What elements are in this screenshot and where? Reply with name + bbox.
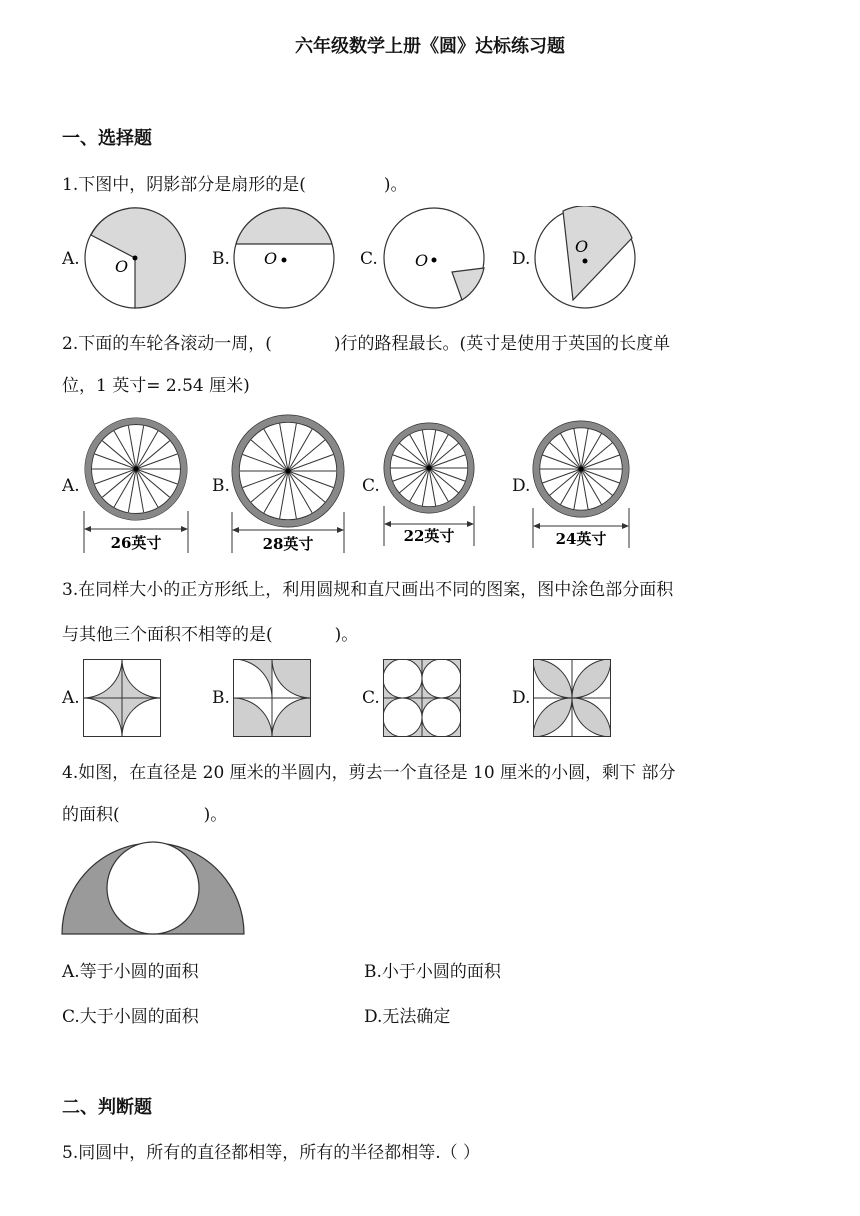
q3-figure-c — [383, 659, 461, 737]
wheel-hub — [134, 467, 139, 472]
question-2-text: 2.下面的车轮各滚动一周，( — [62, 334, 272, 354]
question-2-text-end: )行的路程最长。(英寸是使用于英国的长度单 — [333, 334, 671, 354]
page-title: 六年级数学上册《圆》达标练习题 — [295, 36, 565, 57]
section-heading-judgement: 二、判断题 — [62, 1097, 152, 1118]
question-1-text: 1.下图中，阴影部分是扇形的是( — [62, 175, 306, 195]
question-3-line-1: 3.在同样大小的正方形纸上，利用圆规和直尺画出不同的图案，图中涂色部分面积 — [62, 580, 674, 600]
wheel-hub — [579, 467, 584, 472]
center-o-label: O — [575, 237, 589, 256]
q2-wheel-b — [229, 412, 347, 555]
q2-wheel-d — [530, 418, 632, 552]
wheel-size-label: 28英寸 — [262, 535, 314, 553]
center-o-label: O — [115, 257, 129, 276]
q2-option-d-label: D. — [512, 476, 531, 496]
q3-option-a-label: A. — [62, 688, 80, 708]
question-3-text: 与其他三个面积不相等的是( — [62, 625, 273, 645]
q4-choice-b: B.小于小圆的面积 — [364, 962, 501, 982]
q1-option-b-label: B. — [212, 249, 230, 269]
question-2-line-2: 位，1 英寸= 2.54 厘米) — [62, 376, 250, 396]
wheel-hub — [286, 469, 291, 474]
wheel-hub — [427, 466, 432, 471]
q1-figure-d — [533, 206, 637, 310]
q1-option-a-label: A. — [62, 249, 80, 269]
q4-choice-c: C.大于小圆的面积 — [62, 1007, 199, 1027]
question-5-stem: 5.同圆中，所有的直径都相等，所有的半径都相等.（ ） — [62, 1143, 481, 1163]
question-4-line-1: 4.如图，在直径是 20 厘米的半圆内，剪去一个直径是 10 厘米的小圆，剩下 部分 — [62, 763, 676, 783]
q3-figure-a — [83, 659, 161, 737]
q4-choice-d: D.无法确定 — [364, 1007, 451, 1027]
q2-option-b-label: B. — [212, 476, 230, 496]
wheel-size-label: 22英寸 — [403, 527, 455, 545]
q1-option-c-label: C. — [360, 249, 378, 269]
q1-figure-a — [83, 206, 187, 310]
question-3-text-end: )。 — [334, 625, 359, 645]
q4-semicircle-figure — [60, 840, 246, 936]
question-2-line-1 — [62, 329, 670, 354]
question-1-text-end: )。 — [383, 175, 408, 195]
section-heading-choice: 一、选择题 — [62, 128, 152, 149]
center-o-label: O — [264, 249, 278, 268]
q4-choice-a: A.等于小圆的面积 — [62, 962, 199, 982]
q3-figure-d — [533, 659, 611, 737]
q2-option-a-label: A. — [62, 476, 80, 496]
question-4-text-end: )。 — [203, 805, 228, 825]
center-o-label: O — [415, 251, 429, 270]
q1-figure-b — [232, 206, 336, 310]
q2-wheel-a — [80, 415, 192, 555]
question-4-text: 的面积( — [62, 805, 120, 825]
q3-option-b-label: B. — [212, 688, 230, 708]
q2-option-c-label: C. — [362, 476, 380, 496]
q3-option-c-label: C. — [362, 688, 380, 708]
q2-wheel-c — [381, 420, 477, 550]
question-4-line-2 — [62, 800, 227, 825]
q3-figure-b — [233, 659, 311, 737]
question-1-stem — [62, 170, 408, 195]
q1-option-d-label: D. — [512, 249, 531, 269]
wheel-size-label: 24英寸 — [555, 530, 607, 548]
q1-figure-c — [382, 206, 486, 310]
q3-option-d-label: D. — [512, 688, 531, 708]
question-3-line-2 — [62, 620, 358, 645]
wheel-size-label: 26英寸 — [110, 534, 162, 552]
